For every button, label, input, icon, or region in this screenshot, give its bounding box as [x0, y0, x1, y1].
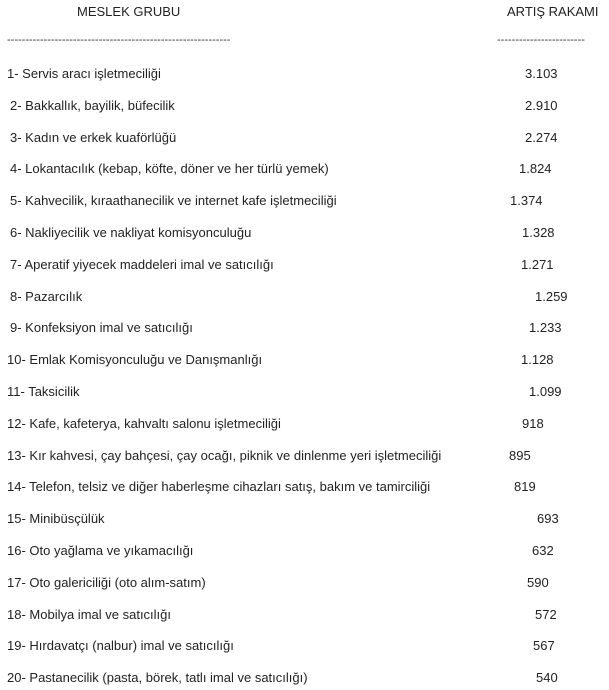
increase-value: 1.271 [521, 256, 554, 272]
occupation-label: 15- Minibüsçülük [7, 511, 105, 527]
column-header-occupation: MESLEK GRUBU [77, 4, 181, 19]
increase-value: 567 [533, 638, 555, 654]
occupation-label: 17- Oto galericiliği (oto alım-satım) [7, 574, 206, 590]
increase-value: 540 [536, 670, 558, 686]
occupation-label: 5- Kahvecilik, kıraathanecilik ve internet kafe işletmeciliği [10, 193, 337, 209]
increase-value: 3.103 [525, 66, 558, 81]
occupation-label: 2- Bakkallık, bayilik, büfecilik [10, 97, 175, 113]
list-item [0, 130, 609, 150]
occupation-label: 3- Kadın ve erkek kuaförlüğü [10, 129, 177, 145]
separator-right: ------------------------ [497, 34, 585, 46]
occupation-label: 7- Aperatif yiyecek maddeleri imal ve satıcılığı [10, 256, 274, 272]
occupation-label: 6- Nakliyecilik ve nakliyat komisyonculuğu [10, 225, 252, 240]
list-item [0, 384, 609, 404]
list-item [0, 98, 609, 118]
increase-value: 632 [532, 543, 554, 558]
occupation-label: 8- Pazarcılık [10, 288, 83, 304]
list-item [0, 543, 609, 563]
list-item [0, 670, 609, 690]
occupation-label: 18- Mobilya imal ve satıcılığı [7, 606, 172, 622]
occupation-label: 10- Emlak Komisyonculuğu ve Danışmanlığı [7, 352, 263, 368]
increase-value: 895 [509, 447, 531, 463]
list-item [0, 352, 609, 372]
occupation-label: 14- Telefon, telsiz ve diğer haberleşme cihazları satış, bakım ve tamirciliği [7, 479, 431, 495]
increase-value: 693 [537, 511, 559, 527]
separator-left: ------------------------------------------------------------- [7, 34, 231, 46]
occupation-label: 19- Hırdavatçı (nalbur) imal ve satıcılığı [7, 638, 234, 654]
increase-value: 1.328 [522, 225, 555, 240]
increase-value: 1.259 [535, 288, 568, 304]
increase-value: 819 [514, 479, 536, 495]
list-item [0, 193, 609, 213]
occupation-label: 12- Kafe, kafeterya, kahvaltı salonu işletmeciliği [7, 415, 281, 431]
occupation-label: 4- Lokantacılık (kebap, köfte, döner ve her türlü yemek) [10, 161, 329, 177]
list-item [0, 289, 609, 309]
increase-value: 2.274 [525, 129, 558, 145]
increase-value: 1.099 [529, 384, 562, 399]
list-item [0, 320, 609, 340]
list-item [0, 66, 609, 86]
increase-value: 1.233 [529, 320, 562, 336]
list-item [0, 161, 609, 181]
occupation-label: 11- Taksicilik [7, 384, 80, 399]
increase-value: 1.374 [510, 193, 543, 209]
occupation-label: 1- Servis aracı işletmeciliği [7, 66, 161, 81]
occupation-label: 9- Konfeksiyon imal ve satıcılığı [10, 320, 193, 336]
list-item [0, 225, 609, 245]
list-item [0, 511, 609, 531]
increase-value: 2.910 [525, 97, 558, 113]
column-header-increase: ARTIŞ RAKAMI [507, 4, 599, 19]
list-item [0, 638, 609, 658]
list-item [0, 575, 609, 595]
occupation-label: 13- Kır kahvesi, çay bahçesi, çay ocağı, piknik ve dinlenme yeri işletmeciliği [7, 447, 442, 463]
increase-value: 572 [535, 606, 557, 622]
occupation-label: 16- Oto yağlama ve yıkamacılığı [7, 543, 194, 558]
list-item [0, 479, 609, 499]
list-item [0, 607, 609, 627]
list-item [0, 257, 609, 277]
increase-value: 1.128 [521, 352, 554, 368]
increase-value: 590 [527, 574, 549, 590]
occupation-label: 20- Pastanecilik (pasta, börek, tatlı imal ve satıcılığı) [7, 670, 308, 686]
list-item [0, 416, 609, 436]
increase-value: 1.824 [519, 161, 552, 177]
list-item [0, 448, 609, 468]
increase-value: 918 [522, 415, 544, 431]
